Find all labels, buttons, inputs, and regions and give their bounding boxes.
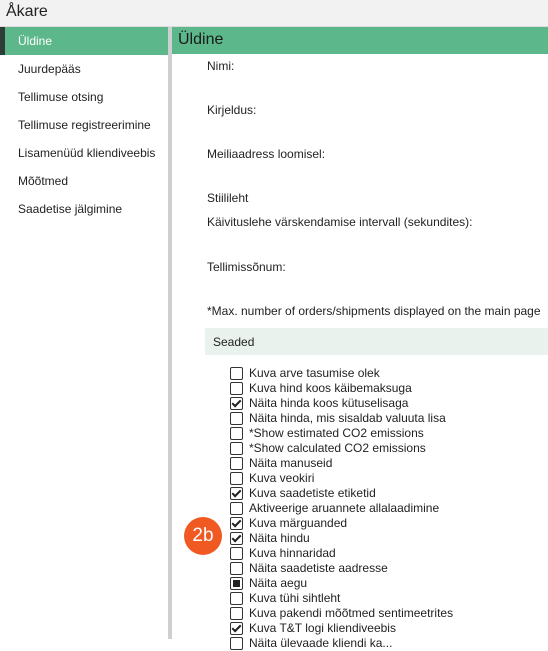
checkbox-label: Näita manuseid [249,456,333,470]
checkbox-label: Kuva hinnaridad [249,546,336,560]
checkbox-label: Kuva tühi sihtleht [249,591,341,605]
checkbox-label: *Show estimated CO2 emissions [249,426,424,440]
field-label-stylesheet: Stiilileht [207,191,249,205]
checkbox-checked[interactable] [230,517,243,530]
checkbox-checked[interactable] [230,532,243,545]
checkbox-unchecked[interactable] [230,442,243,455]
settings-section-title: Seaded [213,335,255,349]
sidebar-item-juurdepaas[interactable] [0,55,168,83]
checkbox-label: Kuva T&T logi kliendiveebis [249,621,396,635]
field-label-email: Meiliaadress loomisel: [207,147,326,161]
annotation-badge: 2b [184,517,222,555]
sidebar-item-mootmed[interactable] [0,167,168,195]
checkbox-unchecked[interactable] [230,457,243,470]
checkbox-label: Näita saadetiste aadresse [249,561,388,575]
checkbox-unchecked[interactable] [230,562,243,575]
sidebar-item-label: Mõõtmed [18,174,69,188]
sidebar-item-label: Juurdepääs [18,62,81,76]
field-label-refresh-interval: Käivituslehe värskendamise intervall (sekundites): [207,215,473,229]
sidebar-item-label: Tellimuse registreerimine [18,118,151,132]
checkbox-unchecked[interactable] [230,592,243,605]
checkbox-label: Kuva märguanded [249,516,348,530]
checkbox-label: *Show calculated CO2 emissions [249,441,426,455]
sidebar-item-lisamenuud[interactable] [0,139,168,167]
checkbox-unchecked[interactable] [230,502,243,515]
checkbox-label: Näita hinda koos kütuselisaga [249,396,409,410]
checkbox-unchecked[interactable] [230,367,243,380]
sidebar [0,27,168,639]
panel-title: Üldine [178,31,224,48]
sidebar-item-saadetise-jalgimine[interactable] [0,195,168,223]
window-titlebar [0,0,548,27]
checkbox-unchecked[interactable] [230,607,243,620]
checkbox-checked[interactable] [230,487,243,500]
sidebar-item-label: Tellimuse otsing [18,90,104,104]
checkbox-label: Kuva veokiri [249,471,315,485]
checkbox-unchecked[interactable] [230,412,243,425]
field-label-order-message: Tellimissõnum: [207,260,286,274]
checkbox-checked[interactable] [230,397,243,410]
settings-section-header [205,328,548,355]
checkbox-label: Näita hinda, mis sisaldab valuuta lisa [249,411,446,425]
checkbox-unchecked[interactable] [230,427,243,440]
field-label-name: Nimi: [207,59,235,73]
sidebar-item-label: Lisamenüüd kliendiveebis [18,146,156,160]
checkbox-checked[interactable] [230,622,243,635]
panel-header [172,27,548,54]
field-label-description: Kirjeldus: [207,103,257,117]
field-label-max-orders: *Max. number of orders/shipments displayed on the main page [207,304,541,318]
checkbox-label: Näita ülevaade kliendi ka... [249,636,393,650]
checkbox-unchecked[interactable] [230,637,243,650]
checkbox-label: Näita hindu [249,531,310,545]
sidebar-item-tellimuse-otsing[interactable] [0,83,168,111]
checkbox-unchecked[interactable] [230,382,243,395]
checkbox-indeterminate[interactable] [230,577,243,590]
checkbox-label: Kuva pakendi mõõtmed sentimeetrites [249,606,454,620]
checkbox-label: Kuva saadetiste etiketid [249,486,376,500]
checkbox-unchecked[interactable] [230,472,243,485]
window-title: Åkare [6,3,48,20]
checkbox-label: Aktiveerige aruannete allalaadimine [249,501,440,515]
checkbox-unchecked[interactable] [230,547,243,560]
sidebar-item-label: Üldine [18,34,53,48]
sidebar-item-uldine[interactable] [0,27,168,55]
sidebar-item-label: Saadetise jälgimine [18,202,123,216]
checkbox-label: Kuva hind koos käibemaksuga [249,381,412,395]
checkbox-label: Kuva arve tasumise olek [249,366,380,380]
main-panel [172,27,548,650]
checkbox-label: Näita aegu [249,576,308,590]
sidebar-item-tellimuse-registreerimine[interactable] [0,111,168,139]
